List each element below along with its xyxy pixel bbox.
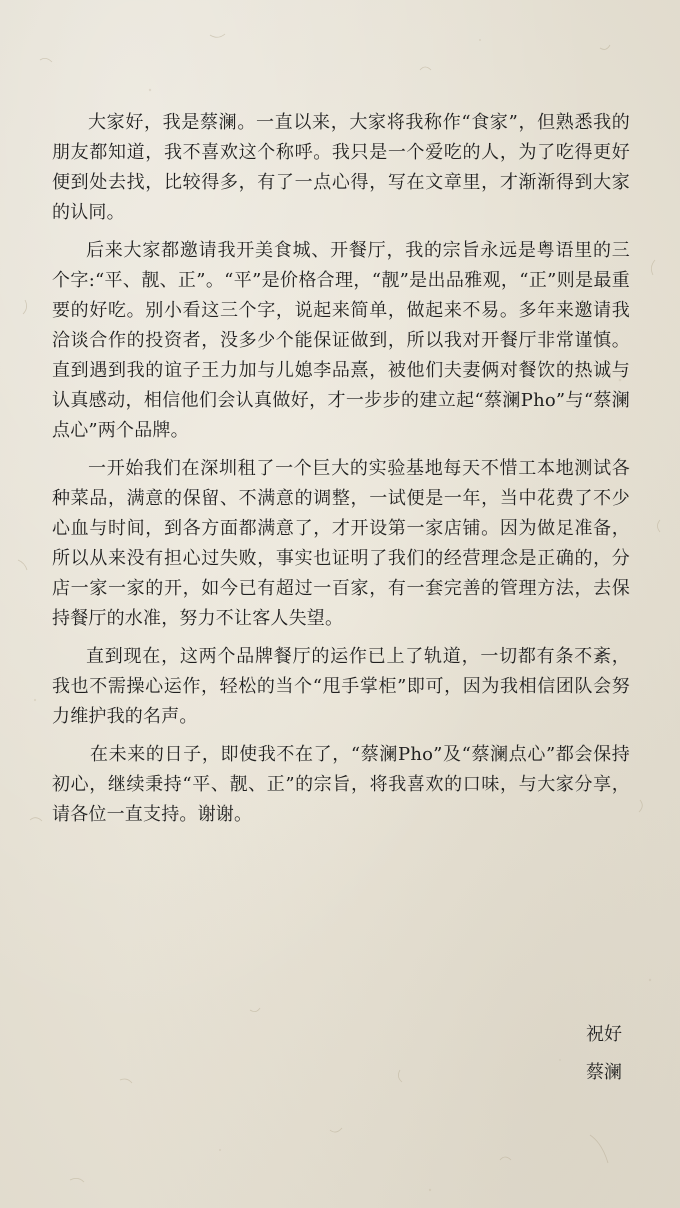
signature: 蔡澜: [586, 1062, 622, 1083]
letter-paragraph-1: 大家好，我是蔡澜。一直以来，大家将我称作“食家”，但熟悉我的朋友都知道，我不喜欢这个称呼。我只是一个爱吃的人，为了吃得更好便到处去找，比较得多，有了一点心得，写在文章里，才渐渐得到大家的认同。: [52, 112, 630, 223]
letter-paragraph-2: 后来大家都邀请我开美食城、开餐厅，我的宗旨永远是粤语里的三个字:“平、靓、正”。“平”是价格合理，“靓”是出品雅观，“正”则是最重要的好吃。别小看这三个字，说起来简单，做起来不易。多年来邀请我洽谈合作的投资者，没多少个能保证做到，所以我对开餐厅非常谨慎。直到遇到我的谊子王力加与儿媳李品熹，被他们夫妻俩对餐饮的热诚与认真感动，相信他们会认真做好，才一步步的建立起“蔡澜Pho”与“蔡澜点心”两个品牌。: [52, 240, 630, 441]
closing-salutation: 祝好: [586, 1024, 622, 1045]
letter-paragraph-4: 直到现在，这两个品牌餐厅的运作已上了轨道，一切都有条不紊，我也不需操心运作，轻松的当个“甩手掌柜”即可，因为我相信团队会努力维护我的名声。: [52, 646, 630, 727]
letter-closing: [586, 1016, 622, 1092]
letter-body: [52, 108, 630, 838]
letter-paragraph-3: 一开始我们在深圳租了一个巨大的实验基地每天不惜工本地测试各种菜品，满意的保留、不满意的调整，一试便是一年，当中花费了不少心血与时间，到各方面都满意了，才开设第一家店铺。因为做足准备，所以从来没有担心过失败，事实也证明了我们的经营理念是正确的，分店一家一家的开，如今已有超过一百家，有一套完善的管理方法，去保持餐厅的水准，努力不让客人失望。: [52, 458, 630, 629]
letter-paragraph-5: 在未来的日子，即使我不在了，“蔡澜Pho”及“蔡澜点心”都会保持初心，继续秉持“平、靓、正”的宗旨，将我喜欢的口味，与大家分享，请各位一直支持。谢谢。: [52, 744, 630, 825]
